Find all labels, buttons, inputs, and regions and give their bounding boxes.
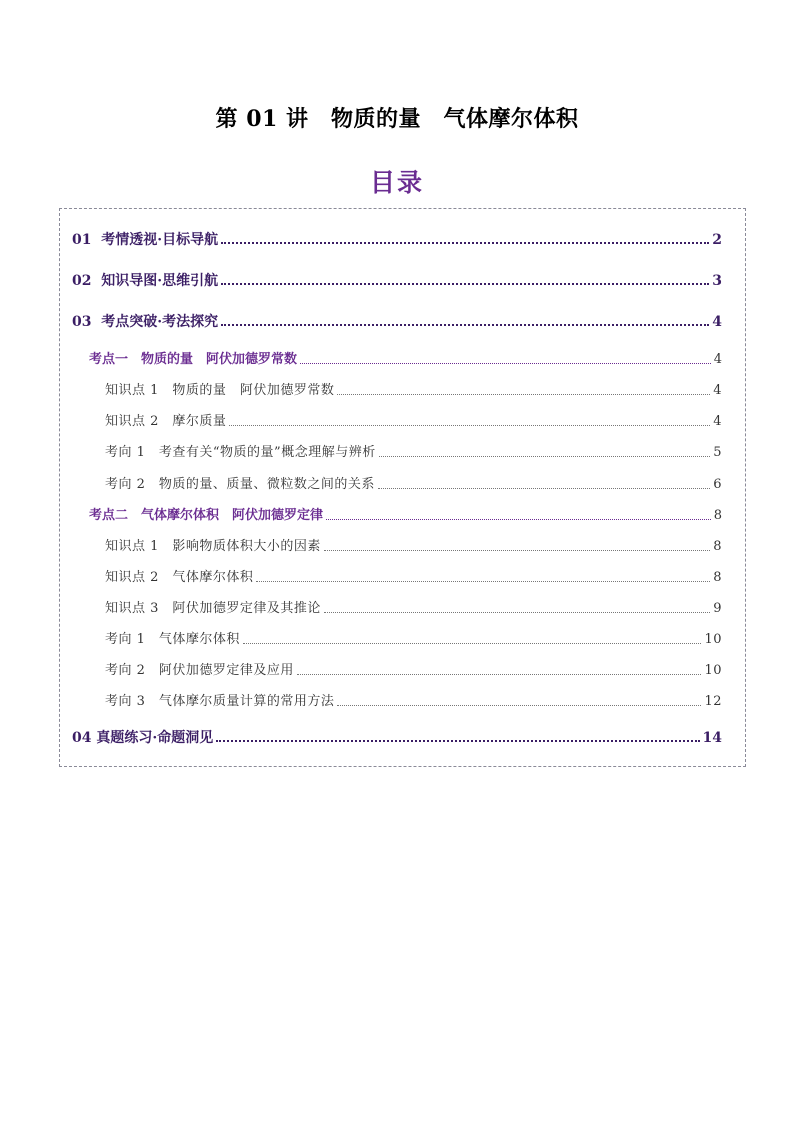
- toc-entry-label: 考向 2 阿伏加德罗定律及应用: [105, 663, 294, 678]
- toc-entry-kaoxiang-1-1[interactable]: [105, 443, 722, 463]
- toc-entry-kaoxiang-1-2[interactable]: [105, 475, 722, 495]
- toc-page-number: 10: [704, 663, 722, 678]
- toc-entry-04[interactable]: [72, 728, 722, 748]
- toc-entry-label: 考向 1 气体摩尔体积: [105, 632, 240, 647]
- toc-page-number: 2: [712, 232, 722, 248]
- toc-page-number: 9: [713, 601, 722, 616]
- toc-entry-label: 03 考点突破·考法探究: [72, 314, 219, 330]
- toc-page-number: 4: [713, 414, 722, 429]
- toc-entry-kaodian-2[interactable]: [89, 506, 722, 526]
- toc-dot-leader: [229, 424, 710, 426]
- toc-entry-label: 考向 2 物质的量、质量、微粒数之间的关系: [105, 477, 375, 492]
- toc-entry-label: 知识点 2 气体摩尔体积: [105, 570, 254, 585]
- toc-entry-label: 考向 3 气体摩尔质量计算的常用方法: [105, 694, 335, 709]
- document-title: 第 01 讲 物质的量 气体摩尔体积: [215, 106, 579, 132]
- toc-page-number: 6: [713, 477, 722, 492]
- toc-entry-label: 考点一 物质的量 阿伏加德罗常数: [89, 352, 298, 367]
- toc-page-number: 4: [713, 383, 722, 398]
- toc-entry-kaoxiang-2-3[interactable]: [105, 692, 722, 712]
- toc-dot-leader: [379, 455, 711, 457]
- toc-dot-leader: [324, 549, 710, 551]
- toc-page-number: 5: [713, 445, 722, 460]
- toc-entry-01[interactable]: [72, 230, 722, 250]
- toc-page-number: 4: [713, 352, 722, 367]
- toc-entry-kaoxiang-2-1[interactable]: [105, 630, 722, 650]
- toc-entry-kaoxiang-2-2[interactable]: [105, 661, 722, 681]
- toc-dot-leader: [297, 673, 702, 675]
- toc-entry-label: 知识点 3 阿伏加德罗定律及其推论: [105, 601, 321, 616]
- toc-entry-kaodian-1[interactable]: [89, 350, 722, 370]
- toc-dot-leader: [300, 362, 711, 364]
- toc-entry-02[interactable]: [72, 271, 722, 291]
- toc-dot-leader: [337, 704, 701, 706]
- toc-dot-leader: [221, 323, 709, 326]
- toc-page-number: 10: [704, 632, 722, 647]
- toc-entry-zhishidian-2-2[interactable]: [105, 568, 722, 588]
- toc-entry-zhishidian-2-1[interactable]: [105, 537, 722, 557]
- toc-dot-leader: [326, 518, 711, 520]
- toc-entry-03[interactable]: [72, 312, 722, 332]
- toc-page-number: 3: [712, 273, 722, 289]
- toc-dot-leader: [324, 611, 710, 613]
- toc-page-number: 12: [704, 694, 722, 709]
- toc-entry-label: 知识点 1 物质的量 阿伏加德罗常数: [105, 383, 335, 398]
- toc-dot-leader: [221, 241, 709, 244]
- toc-page-number: 14: [702, 730, 722, 746]
- toc-entry-zhishidian-1-2[interactable]: [105, 412, 722, 432]
- toc-dot-leader: [243, 642, 702, 644]
- toc-entry-label: 04 真题练习·命题洞见: [72, 730, 214, 746]
- toc-entry-zhishidian-2-3[interactable]: [105, 599, 722, 619]
- toc-page-number: 8: [713, 508, 722, 523]
- toc-dot-leader: [378, 487, 710, 489]
- toc-entry-label: 考点二 气体摩尔体积 阿伏加德罗定律: [89, 508, 324, 523]
- toc-dot-leader: [337, 393, 710, 395]
- toc-heading: 目录: [369, 168, 424, 197]
- toc-dot-leader: [221, 282, 709, 285]
- toc-dot-leader: [216, 739, 699, 742]
- toc-entry-label: 考向 1 考查有关“物质的量”概念理解与辨析: [105, 445, 376, 460]
- toc-entry-label: 02 知识导图·思维引航: [72, 273, 219, 289]
- toc-page-number: 4: [712, 314, 722, 330]
- toc-entry-label: 知识点 1 影响物质体积大小的因素: [105, 539, 321, 554]
- toc-entry-zhishidian-1-1[interactable]: [105, 381, 722, 401]
- toc-entry-label: 01 考情透视·目标导航: [72, 232, 219, 248]
- toc-entry-label: 知识点 2 摩尔质量: [105, 414, 227, 429]
- toc-dot-leader: [256, 580, 710, 582]
- toc-page-number: 8: [713, 570, 722, 585]
- toc-page-number: 8: [713, 539, 722, 554]
